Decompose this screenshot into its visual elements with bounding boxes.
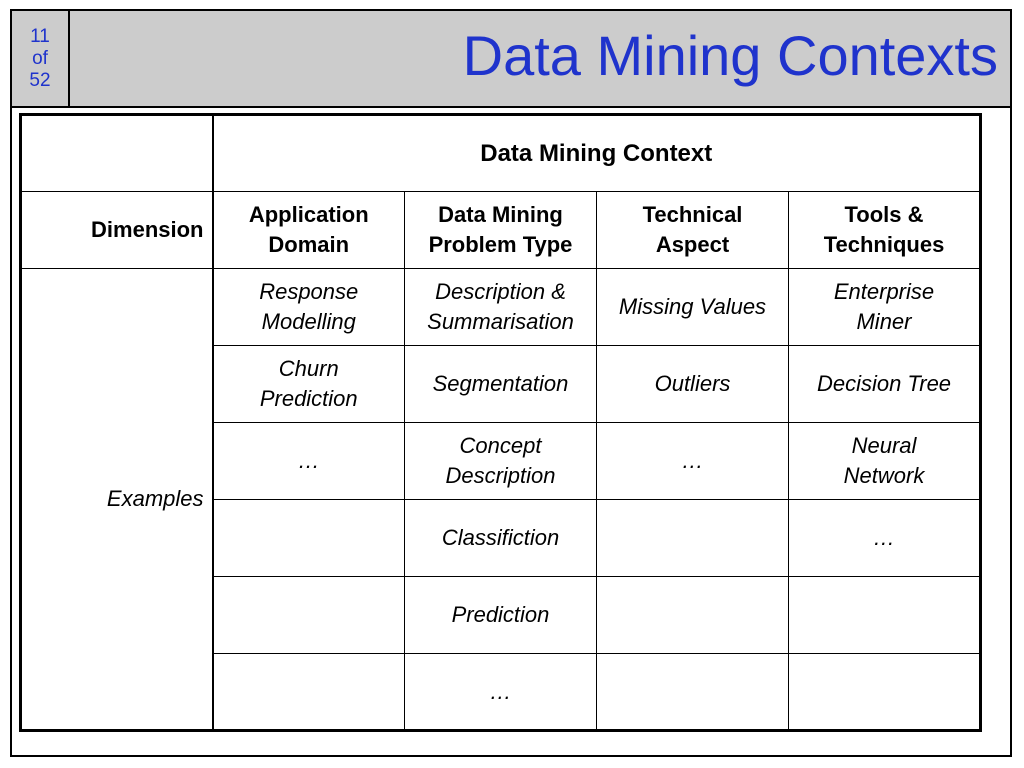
cell-line: … xyxy=(681,448,704,473)
table-cell xyxy=(213,346,405,423)
cell-line: Domain xyxy=(268,232,350,257)
cell-line: Response xyxy=(259,279,359,304)
table-cell xyxy=(405,423,597,500)
cell-line: Churn xyxy=(278,356,339,381)
table-cell xyxy=(597,346,789,423)
cell-line: Segmentation xyxy=(432,371,569,396)
column-header-tools-techniques xyxy=(789,192,981,269)
empty-corner-cell xyxy=(21,115,213,192)
cell-line: Techniques xyxy=(823,232,945,257)
table-cell xyxy=(597,577,789,654)
cell-line: Technical xyxy=(642,202,743,227)
slide-header xyxy=(12,11,1010,108)
cell-line: Decision Tree xyxy=(816,371,952,396)
cell-line: Description & xyxy=(435,279,566,304)
table-cell xyxy=(405,346,597,423)
column-header-technical-aspect xyxy=(597,192,789,269)
cell-line: Outliers xyxy=(654,371,731,396)
table-cell xyxy=(789,269,981,346)
cell-line: Application xyxy=(248,202,369,227)
page-current: 11 xyxy=(30,25,50,47)
cell-line: … xyxy=(873,525,895,550)
table-cell xyxy=(405,654,597,731)
cell-line: Miner xyxy=(856,309,912,334)
page-total: 52 xyxy=(29,69,51,91)
cell-line: Enterprise xyxy=(833,279,935,304)
table-cell xyxy=(213,269,405,346)
cell-line: Problem Type xyxy=(428,232,573,257)
table-cell xyxy=(405,577,597,654)
cell-line: Summarisation xyxy=(427,309,574,334)
cell-line: Tools & xyxy=(844,202,924,227)
cell-line: Data Mining xyxy=(438,202,563,227)
page-of: of xyxy=(32,47,48,69)
cell-line: Aspect xyxy=(655,232,730,257)
table-cell xyxy=(597,423,789,500)
table-row xyxy=(21,269,981,346)
cell-line: Prediction xyxy=(259,386,358,411)
table-row-context-header xyxy=(21,115,981,192)
dimension-label-cell: Dimension xyxy=(21,192,213,269)
context-header-cell: Data Mining Context xyxy=(213,115,981,192)
slide-title: Data Mining Contexts xyxy=(462,24,998,87)
table-cell xyxy=(597,269,789,346)
cell-line: Network xyxy=(843,463,925,488)
table-cell xyxy=(213,500,405,577)
cell-line: … xyxy=(489,678,512,704)
cell-line: Description xyxy=(445,463,556,488)
table-cell xyxy=(213,423,405,500)
table-cell xyxy=(597,500,789,577)
table-cell xyxy=(789,654,981,731)
cell-line: … xyxy=(297,448,320,473)
page-counter xyxy=(12,11,70,106)
column-header-problem-type xyxy=(405,192,597,269)
table-cell xyxy=(405,500,597,577)
table-wrapper xyxy=(19,113,982,732)
table-row-column-headers xyxy=(21,192,981,269)
table-cell xyxy=(213,654,405,731)
cell-line: Concept xyxy=(459,433,542,458)
table-cell xyxy=(789,577,981,654)
cell-line: Classifiction xyxy=(441,525,560,550)
table-cell xyxy=(789,346,981,423)
cell-line: Prediction xyxy=(451,602,550,627)
cell-line: Neural xyxy=(851,433,917,458)
table-cell xyxy=(597,654,789,731)
column-header-application-domain xyxy=(213,192,405,269)
examples-label-cell: Examples xyxy=(21,269,213,731)
cell-line: Missing Values xyxy=(618,294,767,319)
table-cell xyxy=(213,577,405,654)
data-mining-context-table xyxy=(19,113,982,732)
table-cell xyxy=(405,269,597,346)
cell-line: Modelling xyxy=(261,309,356,334)
table-cell xyxy=(789,500,981,577)
table-cell xyxy=(789,423,981,500)
